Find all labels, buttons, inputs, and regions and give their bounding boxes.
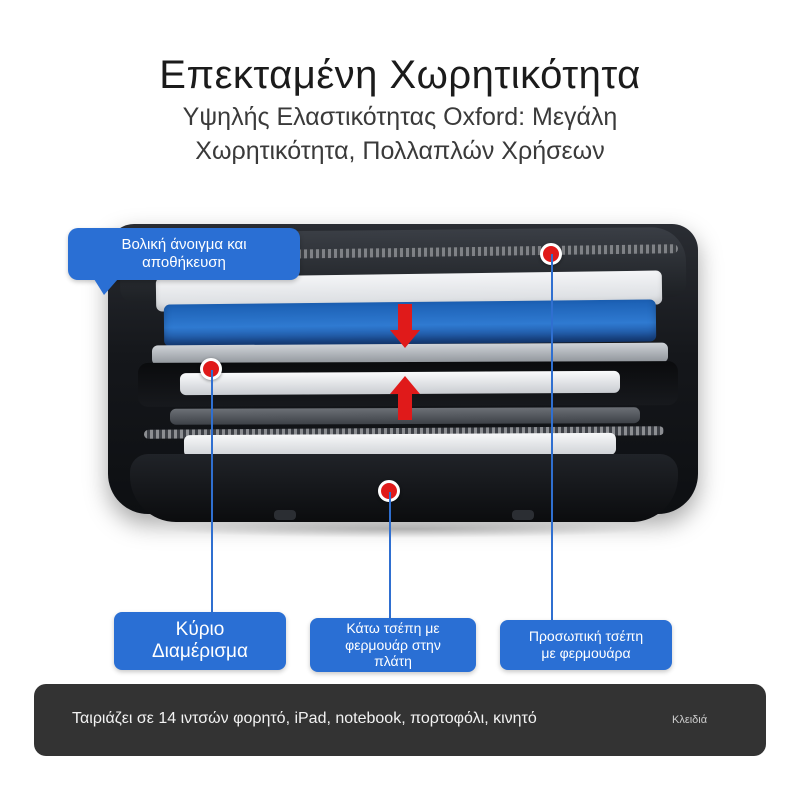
callout-easy-open[interactable]: [68, 228, 300, 280]
callout-bottom-line-2: φερμουάρ στην: [345, 636, 441, 653]
bag-foot-left: [274, 510, 296, 520]
bag-drop-shadow: [156, 520, 656, 538]
callout-bottom-zip-pocket[interactable]: [310, 618, 476, 672]
page-title: Επεκταμένη Χωρητικότητα: [159, 52, 641, 97]
subtitle-line-1: Υψηλής Ελαστικότητας Oxford: Μεγάλη: [182, 103, 618, 131]
callout-bottom-line-1: Κάτω τσέπη με: [346, 620, 440, 637]
footer-note: Κλειδιά: [672, 714, 708, 726]
callout-main-line-2: Διαμέρισμα: [151, 641, 248, 662]
callout-main-line-1: Κύριο: [175, 618, 225, 640]
connector-personal-pocket: [551, 254, 553, 624]
subtitle-line-2: Χωρητικότητα, Πολλαπλών Χρήσεων: [195, 137, 605, 165]
callout-personal-line-1: Προσωπική τσέπη: [528, 628, 644, 645]
callout-personal-line-2: με φερμουάρα: [541, 645, 631, 661]
callout-bottom-line-3: πλάτη: [374, 653, 412, 670]
page-subtitle: [0, 100, 800, 168]
callout-easy-open-line-1: Βολική άνοιγμα και: [121, 236, 247, 254]
connector-bottom-pocket: [389, 492, 391, 620]
footer-text: Ταιριάζει σε 14 ιντσών φορητό, iPad, notebook, πορτοφόλι, κινητό: [72, 710, 537, 727]
bag-foot-right: [512, 510, 534, 520]
callout-personal-zip-pocket[interactable]: [500, 620, 672, 670]
connector-main-compartment: [211, 370, 213, 614]
callout-main-compartment[interactable]: [114, 612, 286, 670]
callout-easy-open-line-2: αποθήκευση: [142, 254, 226, 271]
